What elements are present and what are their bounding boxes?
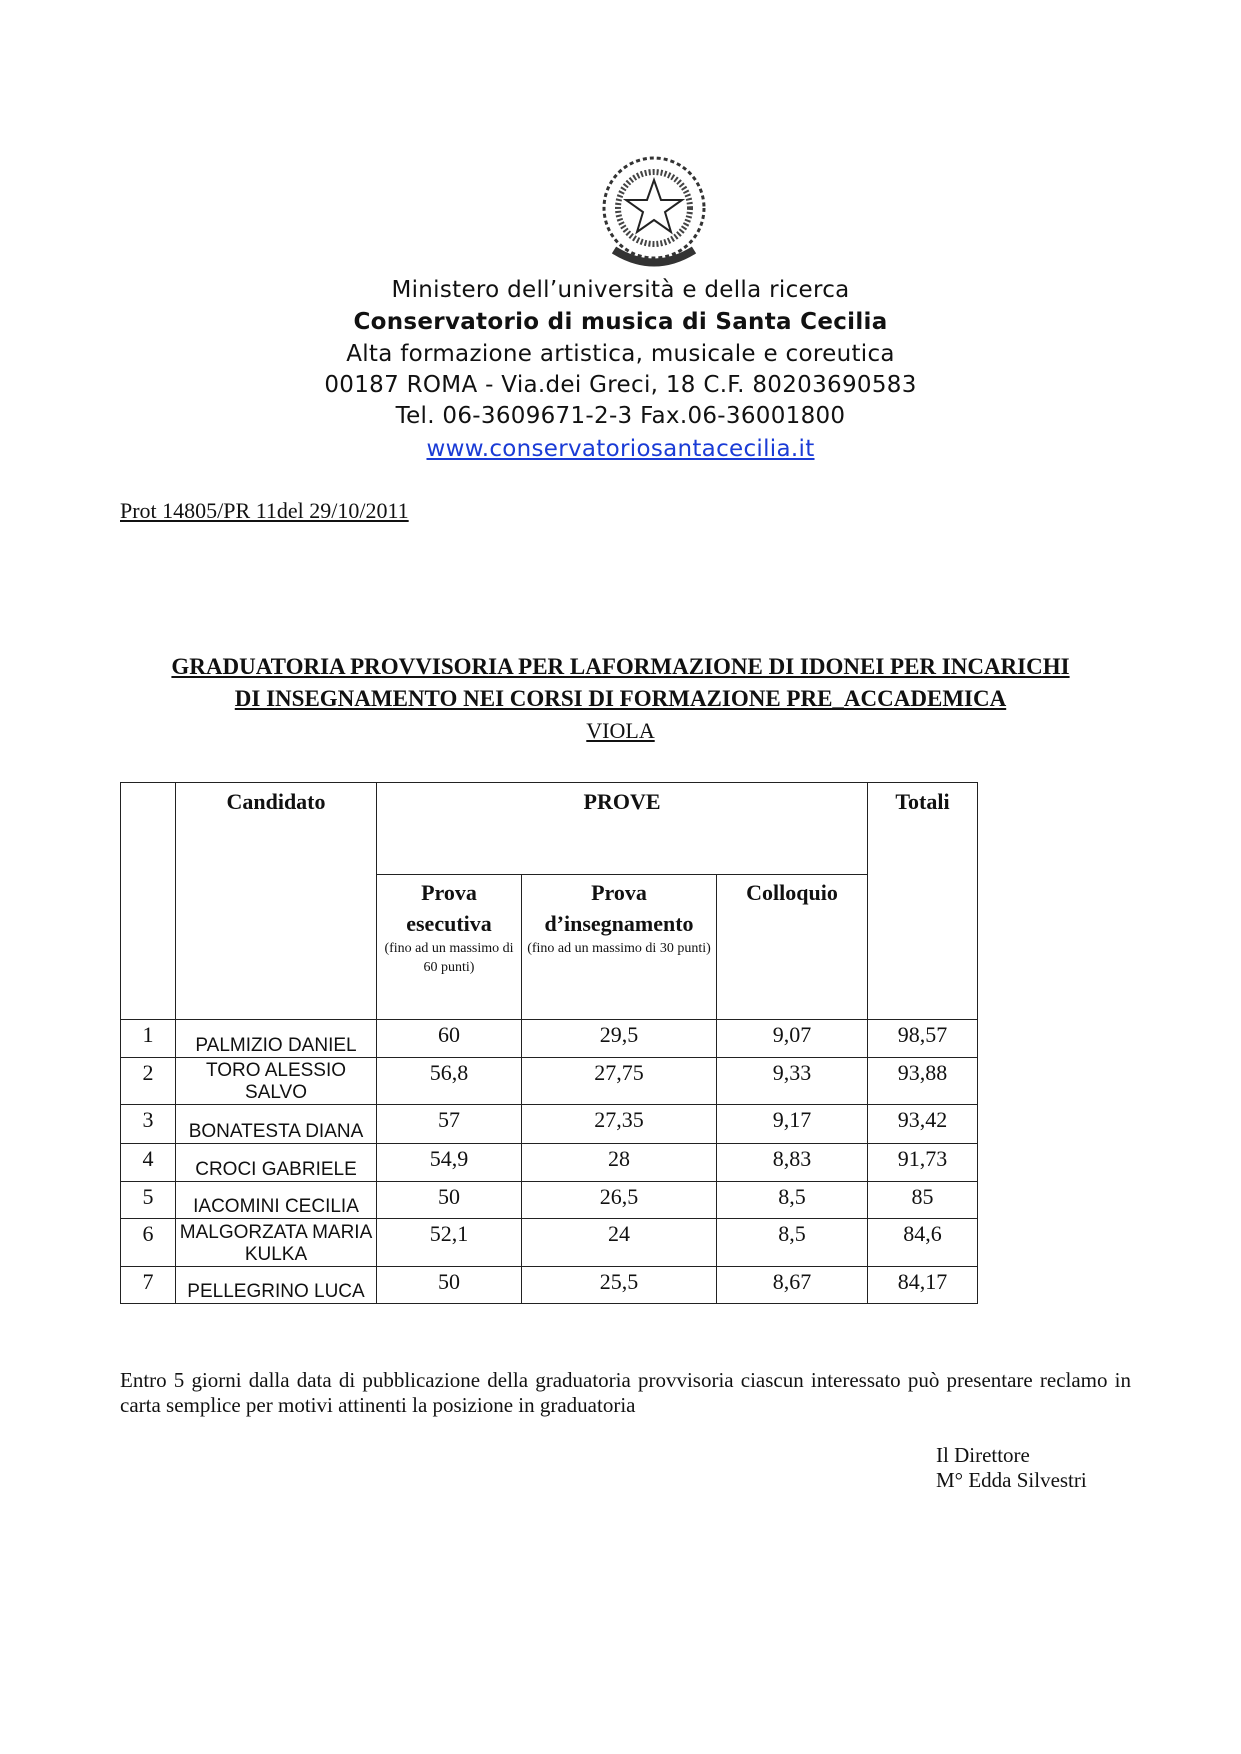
prova-esecutiva-cell: 52,1 — [377, 1219, 522, 1267]
rank-cell: 7 — [121, 1267, 176, 1304]
phone-fax: Tel. 06-3609671-2-3 Fax.06-36001800 — [395, 403, 846, 429]
prova-insegnamento-cell: 29,5 — [522, 1020, 717, 1058]
total-cell: 93,42 — [868, 1105, 978, 1144]
colloquio-cell: 9,07 — [717, 1020, 868, 1058]
candidate-name-cell: PALMIZIO DANIEL — [176, 1020, 377, 1058]
colloquio-cell: 8,5 — [717, 1182, 868, 1219]
candidate-name-cell: TORO ALESSIO SALVO — [176, 1058, 377, 1105]
rank-cell: 5 — [121, 1182, 176, 1219]
prova-esecutiva-cell: 50 — [377, 1267, 522, 1304]
prova-esecutiva-cell: 54,9 — [377, 1144, 522, 1182]
colloquio-cell: 8,5 — [717, 1219, 868, 1267]
prova-insegnamento-cell: 26,5 — [522, 1182, 717, 1219]
website-link[interactable]: www.conservatoriosantacecilia.it — [426, 436, 815, 462]
candidate-name-cell: CROCI GABRIELE — [176, 1144, 377, 1182]
candidate-name-cell: PELLEGRINO LUCA — [176, 1267, 377, 1304]
prova-esecutiva-cell: 56,8 — [377, 1058, 522, 1105]
colloquio-cell: 9,17 — [717, 1105, 868, 1144]
prova-insegnamento-cell: 27,35 — [522, 1105, 717, 1144]
rank-header — [121, 783, 176, 1020]
prova-esecutiva-cell: 57 — [377, 1105, 522, 1144]
rank-cell: 2 — [121, 1058, 176, 1105]
table-row — [121, 1219, 978, 1267]
table-row — [121, 1144, 978, 1182]
table-row — [121, 1105, 978, 1144]
total-cell: 84,17 — [868, 1267, 978, 1304]
prova-esecutiva-header: Prova esecutiva (fino ad un massimo di 60 punti) — [377, 875, 522, 1020]
total-cell: 93,88 — [868, 1058, 978, 1105]
total-cell: 91,73 — [868, 1144, 978, 1182]
rank-cell: 4 — [121, 1144, 176, 1182]
colloquio-cell: 8,83 — [717, 1144, 868, 1182]
institution-subtitle: Alta formazione artistica, musicale e coreutica — [346, 341, 895, 367]
prova-insegnamento-cell: 27,75 — [522, 1058, 717, 1105]
prove-header: PROVE — [377, 783, 868, 875]
rank-cell: 1 — [121, 1020, 176, 1058]
total-cell: 84,6 — [868, 1219, 978, 1267]
table-row — [121, 1020, 978, 1058]
prova-esecutiva-cell: 60 — [377, 1020, 522, 1058]
signature-role: Il Direttore — [936, 1443, 1030, 1467]
rank-cell: 3 — [121, 1105, 176, 1144]
prova-insegnamento-header: Prova d’insegnamento (fino ad un massimo di 30 punti) — [522, 875, 717, 1020]
total-cell: 85 — [868, 1182, 978, 1219]
ranking-table — [120, 782, 978, 1304]
candidate-name-cell: IACOMINI CECILIA — [176, 1182, 377, 1219]
table-row — [121, 1267, 978, 1304]
colloquio-header: Colloquio — [717, 875, 868, 1020]
protocol-number: Prot 14805/PR 11del 29/10/2011 — [120, 498, 409, 523]
prova-insegnamento-cell: 28 — [522, 1144, 717, 1182]
totals-header: Totali — [868, 783, 978, 1020]
document-title-line2: DI INSEGNAMENTO NEI CORSI DI FORMAZIONE PRE_ACCADEMICA — [234, 686, 1007, 711]
prova-insegnamento-cell: 24 — [522, 1219, 717, 1267]
candidate-header: Candidato — [176, 783, 377, 1020]
candidate-name-cell: BONATESTA DIANA — [176, 1105, 377, 1144]
instrument-label: VIOLA — [586, 718, 655, 743]
table-row — [121, 1182, 978, 1219]
prova-insegnamento-cell: 25,5 — [522, 1267, 717, 1304]
signature-name: M° Edda Silvestri — [936, 1468, 1087, 1492]
rank-cell: 6 — [121, 1219, 176, 1267]
institution-name: Conservatorio di musica di Santa Cecilia — [353, 309, 888, 335]
colloquio-cell: 9,33 — [717, 1058, 868, 1105]
total-cell: 98,57 — [868, 1020, 978, 1058]
candidate-name-cell: MALGORZATA MARIA KULKA — [176, 1219, 377, 1267]
document-title-line1: GRADUATORIA PROVVISORIA PER LAFORMAZIONE DI IDONEI PER INCARICHI — [171, 654, 1070, 679]
republic-emblem-icon — [594, 150, 714, 274]
table-row — [121, 1058, 978, 1105]
ministry-name: Ministero dell’università e della ricerca — [391, 277, 850, 303]
prova-esecutiva-cell: 50 — [377, 1182, 522, 1219]
address: 00187 ROMA - Via.dei Greci, 18 C.F. 80203690583 — [324, 372, 917, 398]
notice-text: Entro 5 giorni dalla data di pubblicazione della graduatoria provvisoria ciascun interessato può presentare reclamo in carta semplice per motivi attinenti la posizione in graduatoria — [120, 1368, 1131, 1417]
colloquio-cell: 8,67 — [717, 1267, 868, 1304]
